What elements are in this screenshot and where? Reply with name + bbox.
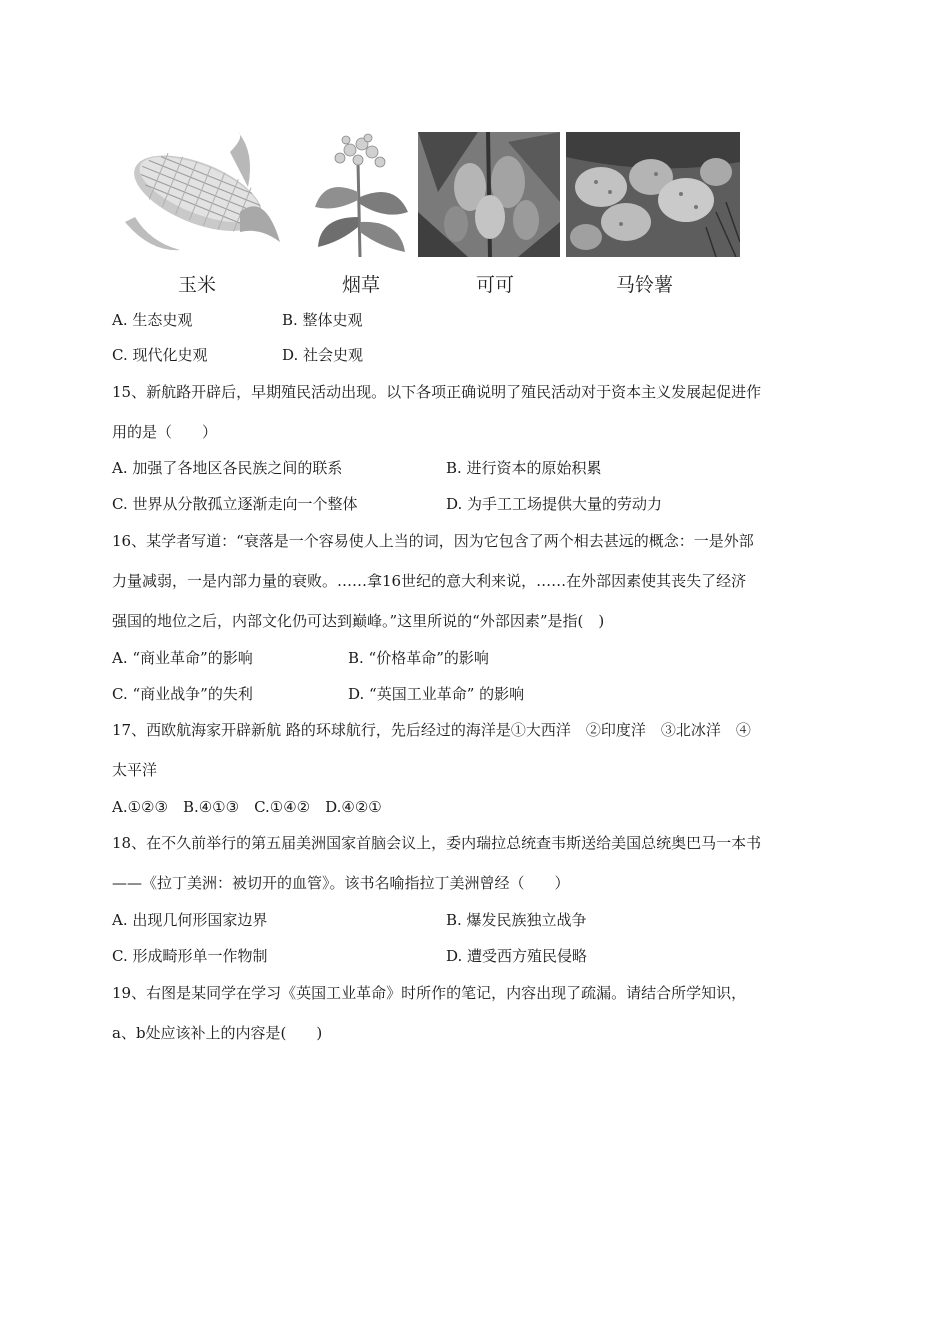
q15-stem-line1: 15、新航路开辟后，早期殖民活动出现。以下各项正确说明了殖民活动对于资本主义发展起促进作 (112, 383, 762, 401)
q18-options-row1 (112, 909, 587, 931)
q14-option-a[interactable]: A. 生态史观 (112, 311, 193, 329)
q18-option-d[interactable]: D. 遭受西方殖民侵略 (446, 947, 588, 965)
cocoa-image (418, 132, 560, 257)
caption-cocoa: 可可 (476, 274, 515, 296)
q16-stem-line2: 力量减弱，一是内部力量的衰败。……拿16世纪的意大利来说，……在外部因素使其丧失了经济 (112, 572, 747, 590)
q15-option-a[interactable]: A. 加强了各地区各民族之间的联系 (112, 459, 343, 477)
potato-image (566, 132, 740, 257)
q15-options-row1 (112, 457, 602, 479)
q16-stem-line1: 16、某学者写道：“衰落是一个容易使人上当的词，因为它包含了两个相去甚远的概念：一是外部 (112, 532, 754, 550)
caption-potato: 马铃薯 (616, 274, 674, 296)
q19-stem-line1: 19、右图是某同学在学习《英国工业革命》时所作的笔记，内容出现了疏漏。请结合所学知识， (112, 984, 747, 1002)
q16-options-row1 (112, 647, 489, 669)
q18-options-row2 (112, 945, 588, 967)
corn-image (120, 132, 285, 257)
q17-options[interactable]: A.①②③ B.④①③ C.①④② D.④②① (112, 798, 382, 816)
q15-stem-line2: 用的是（ ） (112, 423, 218, 441)
caption-corn: 玉米 (178, 274, 217, 296)
q15-option-c[interactable]: C. 世界从分散孤立逐渐走向一个整体 (112, 495, 358, 513)
q15-option-b[interactable]: B. 进行资本的原始积累 (446, 459, 602, 477)
q19-stem-line2: a、b处应该补上的内容是( ) (112, 1024, 323, 1042)
q18-stem-line1: 18、在不久前举行的第五届美洲国家首脑会议上，委内瑞拉总统查韦斯送给美国总统奥巴马一本书 (112, 834, 762, 852)
tobacco-image (310, 132, 410, 257)
q14-options-row2 (112, 344, 364, 366)
q16-options-row2 (112, 683, 525, 705)
q16-stem-line3: 强国的地位之后，内部文化仍可达到巅峰。”这里所说的“外部因素”是指( ) (112, 612, 605, 630)
q14-option-d[interactable]: D. 社会史观 (282, 346, 364, 364)
q16-option-c[interactable]: C. “商业战争”的失利 (112, 685, 253, 703)
q18-option-a[interactable]: A. 出现几何形国家边界 (112, 911, 268, 929)
crop-figures (120, 132, 740, 302)
q16-option-d[interactable]: D. “英国工业革命” 的影响 (348, 685, 525, 703)
q14-option-b[interactable]: B. 整体史观 (282, 311, 363, 329)
q17-stem-line1: 17、西欧航海家开辟新航 路的环球航行，先后经过的海洋是①大西洋 ②印度洋 ③北冰洋 ④ (112, 721, 751, 739)
q18-option-c[interactable]: C. 形成畸形单一作物制 (112, 947, 268, 965)
q14-options-row1 (112, 309, 363, 331)
q14-option-c[interactable]: C. 现代化史观 (112, 346, 208, 364)
q16-option-a[interactable]: A. “商业革命”的影响 (112, 649, 253, 667)
q17-stem-line2: 太平洋 (112, 761, 158, 779)
q15-options-row2 (112, 493, 663, 515)
q18-stem-line2: ——《拉丁美洲：被切开的血管》。该书名喻指拉丁美洲曾经（ ） (112, 874, 570, 892)
q16-option-b[interactable]: B. “价格革命”的影响 (348, 649, 489, 667)
q15-option-d[interactable]: D. 为手工工场提供大量的劳动力 (446, 495, 663, 513)
caption-tobacco: 烟草 (342, 274, 381, 296)
q18-option-b[interactable]: B. 爆发民族独立战争 (446, 911, 587, 929)
